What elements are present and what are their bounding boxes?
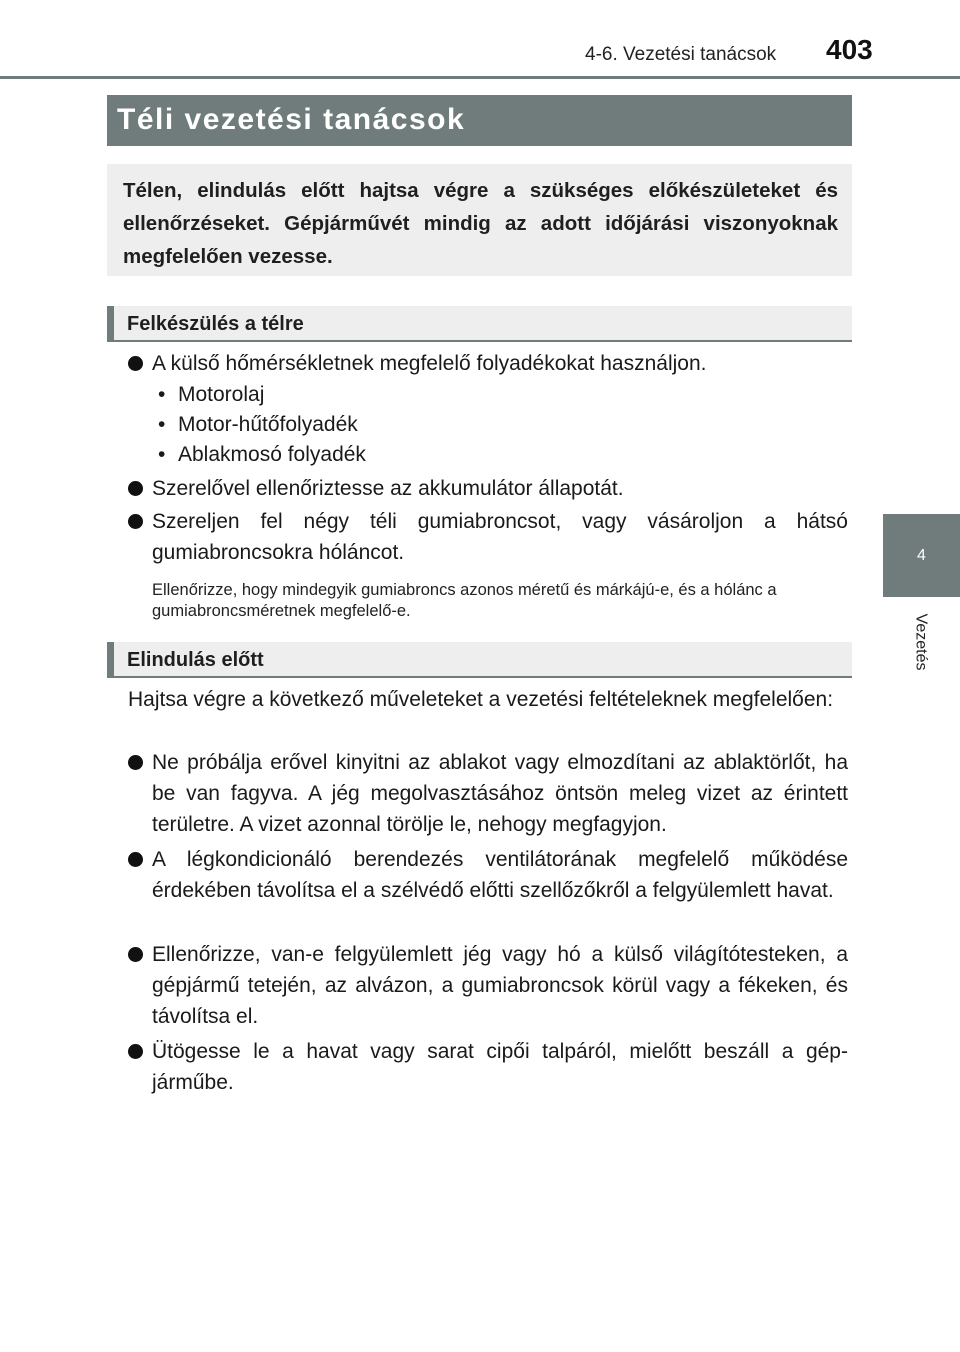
tire-note: Ellenőrizze, hogy mindegyik gumiabroncs azonos méretű és márkájú-e, és a hólánc a gumiabroncsméretnek megfelelő-e. <box>152 581 777 620</box>
header-rule <box>0 76 960 79</box>
sub-list-item <box>158 440 366 470</box>
list-item <box>128 506 848 568</box>
bullet-dot-icon <box>128 755 143 770</box>
bullet-dot-icon <box>128 356 143 371</box>
list-item <box>128 348 848 379</box>
list-item <box>128 844 848 906</box>
sub-item-text: Motor-hűtőfolyadék <box>178 413 358 436</box>
sub-item-text: Motorolaj <box>178 383 265 406</box>
list-item <box>128 1036 848 1098</box>
chapter-label: Vezetés <box>912 613 929 671</box>
chapter-tab <box>883 514 960 597</box>
chapter-side-label <box>900 602 940 682</box>
bullet-dot-icon <box>128 852 143 867</box>
list-item <box>128 939 848 1032</box>
sub-bullet-mark: • <box>158 413 166 436</box>
bullet-text: Ellenőrizze, van-e felgyülemlett jég vagy hó a külső világítótesteken, a gépjármű tetején, az alvázon, a gumiabroncsok körül vagy a fékeken, és távolítsa el. <box>152 943 848 1028</box>
sub-list-item <box>158 380 264 410</box>
sub-bullet-mark: • <box>158 383 166 406</box>
section-heading-winter-prep: Felkészülés a télre <box>107 306 852 342</box>
bullet-text: Szerelővel ellenőriztesse az akkumulátor állapotát. <box>152 477 624 500</box>
bullet-dot-icon <box>128 1044 143 1059</box>
bullet-text: A légkondicionáló berendezés ventilátorának megfelelő működése érdekében távolítsa el a szélvédő előtti szellőzőkről a felgyülemlett havat. <box>152 848 848 902</box>
running-header-section: 4-6. Vezetési tanácsok <box>585 44 777 65</box>
sub-item-text: Ablakmosó folyadék <box>178 443 366 466</box>
bullet-text: Ne próbálja erővel kinyitni az ablakot vagy elmozdítani az ablaktörlőt, ha be van fagyva. A jég megolvasztásához öntsön meleg vizet az érintett területre. A vizet azonnal törölje le, nehogy megfagyjon. <box>152 751 848 836</box>
bullet-dot-icon <box>128 481 143 496</box>
sub-bullet-mark: • <box>158 443 166 466</box>
page-number: 403 <box>826 34 873 65</box>
bullet-dot-icon <box>128 514 143 529</box>
sub-list-item <box>158 410 358 440</box>
chapter-number: 4 <box>917 546 926 564</box>
bullet-text: Szereljen fel négy téli gumiabroncsot, vagy vásároljon a hátsó gumiabroncsokra hóláncot. <box>152 510 848 564</box>
intro-box: Télen, elindulás előtt hajtsa végre a szükséges előkészületeket és ellenőrzéseket. Gépjárművét mindig az adott időjárási viszonyoknak megfelelően vezesse. <box>107 164 852 276</box>
list-item <box>128 473 848 504</box>
bullet-dot-icon <box>128 947 143 962</box>
section-heading-before-start: Elindulás előtt <box>107 642 852 678</box>
bullet-text: A külső hőmérsékletnek megfelelő folyadékokat használjon. <box>152 352 707 375</box>
page-title: Téli vezetési tanácsok <box>107 95 852 146</box>
bullet-text: Ütögesse le a havat vagy sarat cipői talpáról, mielőtt beszáll a gépjárműbe. <box>152 1040 848 1094</box>
list-item <box>128 747 848 840</box>
section-lead-text: Hajtsa végre a következő műveleteket a vezetési feltételeknek megfelelően: <box>128 688 834 711</box>
